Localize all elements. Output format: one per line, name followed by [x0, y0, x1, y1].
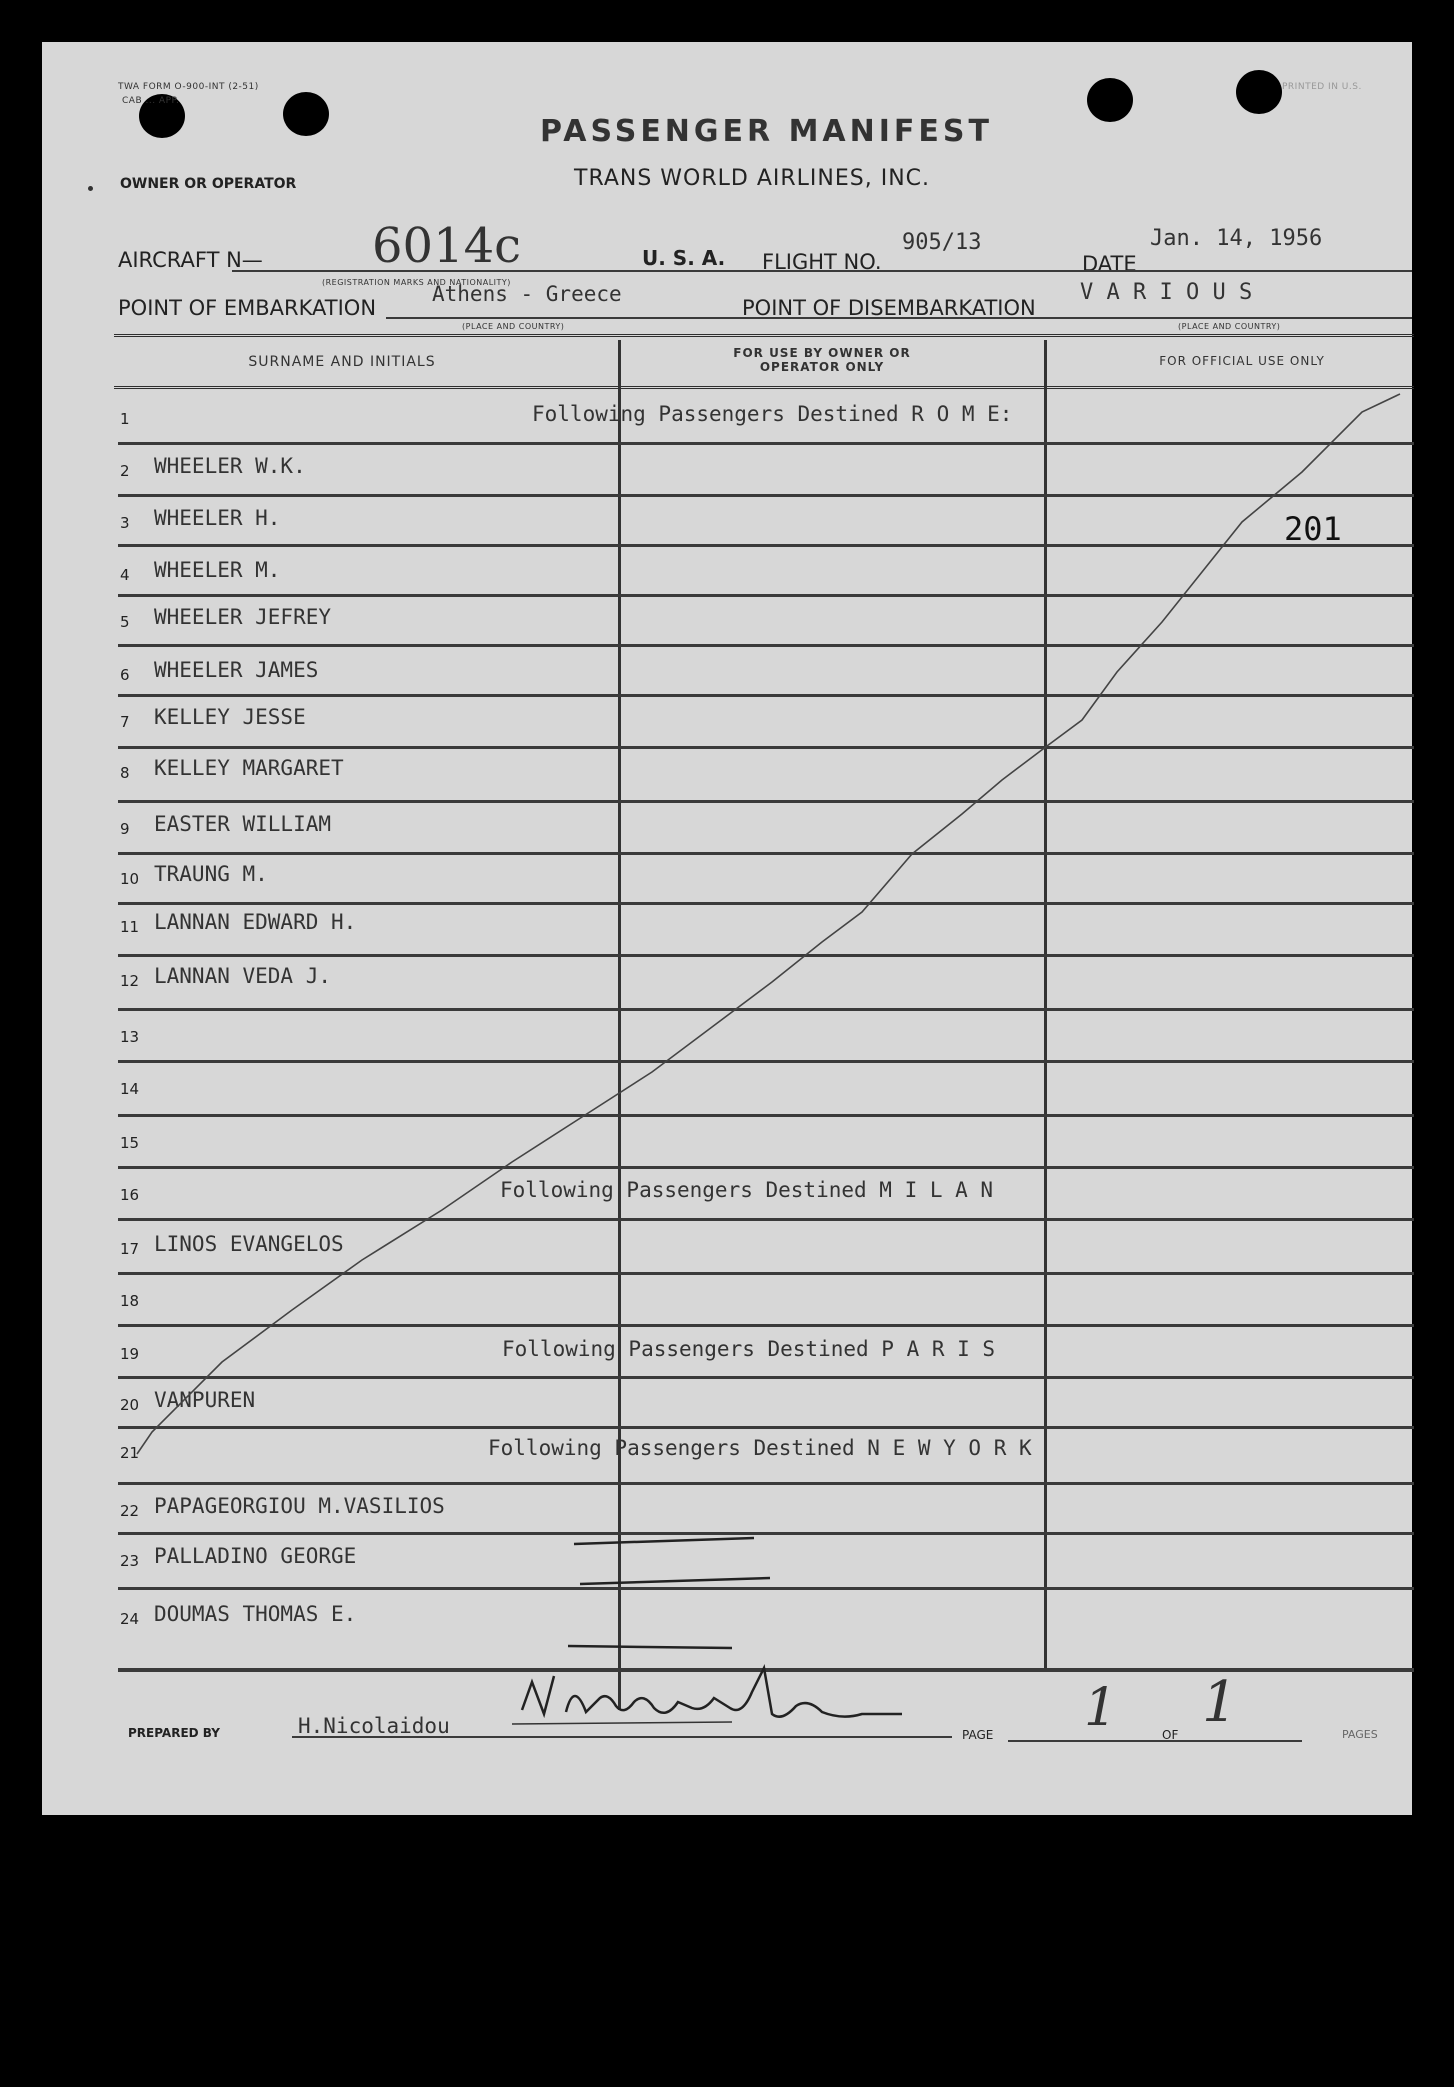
flight-label: FLIGHT NO.	[762, 250, 882, 274]
row-entry: Following Passengers Destined M I L A N	[500, 1178, 994, 1202]
usa-label: U. S. A.	[642, 246, 726, 270]
row-number: 22	[120, 1502, 140, 1520]
row-entry: Following Passengers Destined R O M E:	[532, 402, 1013, 426]
surname-column-header: SURNAME AND INITIALS	[248, 354, 436, 370]
stamp-number: 201	[1284, 510, 1342, 548]
row-entry: WHEELER JEFREY	[154, 605, 332, 629]
manifest-page	[42, 42, 1412, 1815]
prepared-value: H.Nicolaidou	[298, 1714, 450, 1738]
row-entry: EASTER WILLIAM	[154, 812, 332, 836]
form-number: TWA FORM O-900-INT (2-51)	[118, 82, 259, 92]
date-label: DATE	[1082, 252, 1137, 276]
row-entry: WHEELER H.	[154, 506, 281, 530]
tick-marks	[42, 42, 1412, 1815]
row-number: 19	[120, 1345, 140, 1363]
registration-note: (REGISTRATION MARKS AND NATIONALITY)	[322, 278, 511, 287]
row-entry: Following Passengers Destined N E W Y O R K	[488, 1436, 1032, 1460]
of-label: OF	[1162, 1728, 1179, 1742]
row-entry: PAPAGEORGIOU M.VASILIOS	[154, 1494, 445, 1518]
row-number: 5	[120, 613, 130, 631]
row-number: 21	[120, 1444, 140, 1462]
prepared-underline	[292, 1736, 952, 1738]
row-entry: WHEELER M.	[154, 558, 281, 582]
embarkation-value: Athens - Greece	[432, 282, 622, 306]
signature	[482, 1662, 962, 1742]
place-note-1: (PLACE AND COUNTRY)	[462, 322, 565, 331]
row-number: 16	[120, 1186, 140, 1204]
of-value: 1	[1202, 1670, 1238, 1735]
page-title: PASSENGER MANIFEST	[540, 114, 993, 149]
official-column-header: FOR OFFICIAL USE ONLY	[1159, 354, 1325, 368]
place-note-2: (PLACE AND COUNTRY)	[1178, 322, 1281, 331]
row-number: 11	[120, 918, 140, 936]
of-underline	[1182, 1740, 1302, 1742]
disembarkation-value: V A R I O U S	[1080, 280, 1253, 305]
row-entry: TRAUNG M.	[154, 862, 268, 886]
prepared-label: PREPARED BY	[128, 1726, 220, 1740]
row-entry: KELLEY MARGARET	[154, 756, 344, 780]
embarkation-label: POINT OF EMBARKATION	[118, 296, 377, 320]
row-number: 23	[120, 1552, 140, 1570]
row-entry: PALLADINO GEORGE	[154, 1544, 357, 1568]
aircraft-value: 6014c	[372, 218, 522, 274]
row-entry: LANNAN EDWARD H.	[154, 910, 357, 934]
airline-name: TRANS WORLD AIRLINES, INC.	[574, 166, 931, 191]
row-entry: VANPUREN	[154, 1388, 256, 1412]
flight-value: 905/13	[902, 230, 982, 255]
row-number: 9	[120, 820, 130, 838]
row-entry: KELLEY JESSE	[154, 705, 306, 729]
date-value: Jan. 14, 1956	[1150, 226, 1323, 251]
row-number: 15	[120, 1134, 140, 1152]
row-entry: LANNAN VEDA J.	[154, 964, 332, 988]
row-number: 12	[120, 972, 140, 990]
disembarkation-label: POINT OF DISEMBARKATION	[742, 296, 1036, 320]
row-number: 2	[120, 462, 130, 480]
row-entry: WHEELER W.K.	[154, 454, 306, 478]
aircraft-label: AIRCRAFT N—	[118, 248, 263, 272]
pages-label: PAGES	[1342, 1728, 1378, 1741]
row-number: 18	[120, 1292, 140, 1310]
row-number: 17	[120, 1240, 140, 1258]
row-number: 10	[120, 870, 140, 888]
row-number: 20	[120, 1396, 140, 1414]
printed-in: PRINTED IN U.S.	[1282, 82, 1362, 92]
row-number: 3	[120, 514, 130, 532]
row-number: 7	[120, 713, 130, 731]
row-number: 8	[120, 764, 130, 782]
form-approval: CAB ... APP.	[122, 96, 180, 106]
page-value: 1	[1084, 1678, 1118, 1738]
row-number: 13	[120, 1028, 140, 1046]
row-number: 6	[120, 666, 130, 684]
owner-label: OWNER OR OPERATOR	[120, 176, 297, 192]
row-entry: Following Passengers Destined P A R I S	[502, 1337, 996, 1361]
page-label: PAGE	[962, 1728, 994, 1742]
row-number: 14	[120, 1080, 140, 1098]
row-number: 24	[120, 1610, 140, 1628]
row-entry: DOUMAS THOMAS E.	[154, 1602, 357, 1626]
row-number: 1	[120, 410, 130, 428]
row-entry: WHEELER JAMES	[154, 658, 319, 682]
row-number: 4	[120, 566, 130, 584]
row-entry: LINOS EVANGELOS	[154, 1232, 344, 1256]
operator-column-header: FOR USE BY OWNER OR OPERATOR ONLY	[733, 346, 911, 374]
